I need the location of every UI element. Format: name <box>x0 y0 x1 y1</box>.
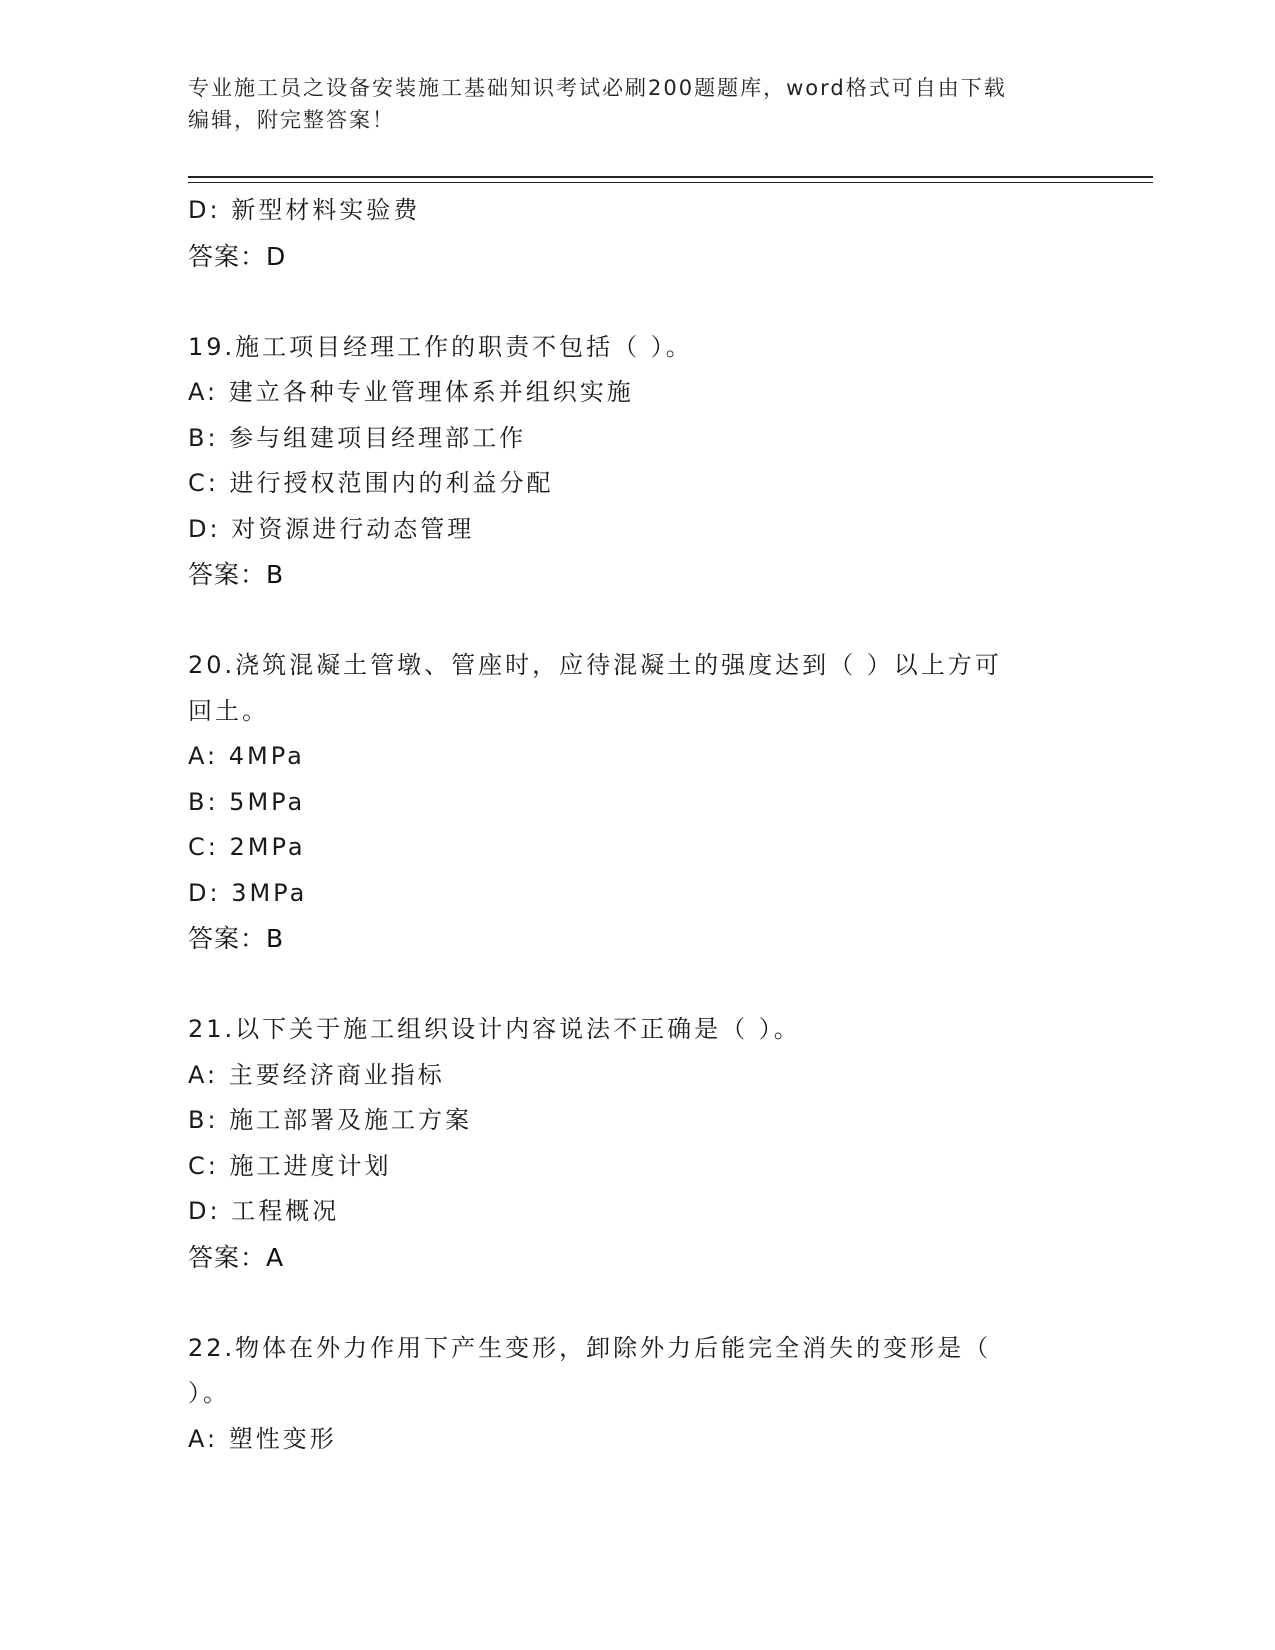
question-stem-line-2: ）。 <box>188 1379 230 1407</box>
spacer <box>188 1280 1088 1326</box>
answer-label: 答案：A <box>188 1242 285 1272</box>
option-a: A: 建立各种专业管理体系并组织实施 <box>188 378 634 406</box>
option-d: D: 工程概况 <box>188 1197 340 1225</box>
option-a: A: 塑性变形 <box>188 1424 337 1453</box>
header-divider-thin <box>188 182 1153 183</box>
header-title-line-1: 专业施工员之设备安装施工基础知识考试必刷200题题库，word格式可自由下载 <box>188 76 1007 100</box>
option-d: D: 3MPa <box>188 878 308 907</box>
spacer <box>188 598 1088 644</box>
option-c: C: 施工进度计划 <box>188 1151 392 1180</box>
question-stem-line-2: 回土。 <box>188 696 269 725</box>
question-19 <box>188 325 1088 598</box>
option-b: B: 施工部署及施工方案 <box>188 1106 473 1134</box>
question-21 <box>188 1007 1088 1280</box>
option-b: B: 参与组建项目经理部工作 <box>188 423 527 452</box>
option-d: D: 新型材料实验费 <box>188 196 421 224</box>
answer-label: 答案：B <box>188 560 285 589</box>
answer-label: 答案：D <box>188 241 287 271</box>
spacer <box>188 279 1088 325</box>
question-20 <box>188 643 1088 962</box>
option-a: A: 主要经济商业指标 <box>188 1060 445 1089</box>
header-title-line-2: 编辑，附完整答案！ <box>188 108 395 132</box>
option-c: C: 2MPa <box>188 833 306 861</box>
option-b: B: 5MPa <box>188 787 306 816</box>
option-a: A: 4MPa <box>188 742 305 770</box>
spacer <box>188 962 1088 1008</box>
option-d: D: 对资源进行动态管理 <box>188 514 475 543</box>
document-header <box>188 72 1088 136</box>
answer-label: 答案：B <box>188 924 285 953</box>
question-stem-line-1: 22.物体在外力作用下产生变形，卸除外力后能完全消失的变形是（ <box>188 1333 992 1362</box>
question-list <box>188 188 1088 1462</box>
question-stem: 19.施工项目经理工作的职责不包括（ ）。 <box>188 332 693 361</box>
option-c: C: 进行授权范围内的利益分配 <box>188 469 554 497</box>
header-divider-thick <box>188 176 1153 178</box>
question-22 <box>188 1326 1088 1463</box>
question-stem: 21.以下关于施工组织设计内容说法不正确是（ ）。 <box>188 1015 801 1043</box>
question-stem-line-1: 20.浇筑混凝土管墩、管座时，应待混凝土的强度达到（ ）以上方可 <box>188 651 1002 679</box>
